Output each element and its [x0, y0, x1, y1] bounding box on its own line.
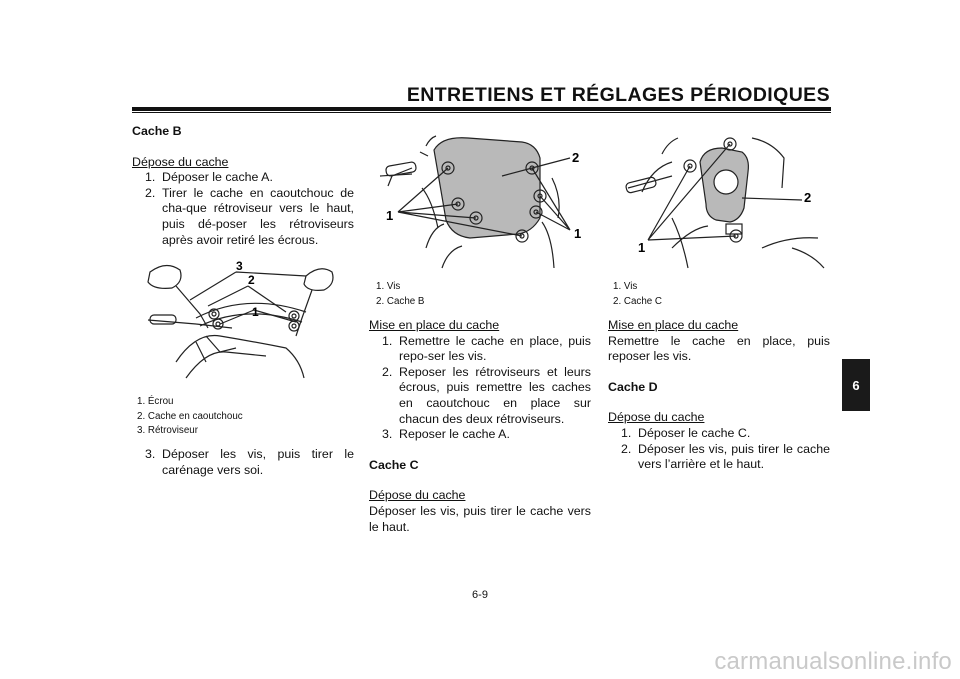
caption-line: 1. Écrou [137, 396, 174, 407]
section-heading-cache-d: Cache D [608, 379, 658, 394]
subheading-depose-du-cache: Dépose du cache [132, 154, 229, 169]
step-number: 1. [382, 333, 393, 348]
step-text: Reposer les rétroviseurs et leurs écrous, puis remettre les caches en caoutchouc en place sur chacun des deux rétroviseurs. [399, 364, 591, 426]
step-text: Déposer les vis, puis tirer le cache vers l’arrière et le haut. [638, 441, 830, 472]
header-rule-thin [132, 112, 831, 113]
figure-mirrors-illustration [136, 252, 352, 380]
step-text: Déposer le cache A. [162, 170, 273, 185]
step-number: 3. [382, 427, 393, 442]
step-number: 1. [145, 170, 156, 185]
step-text: Déposer le cache C. [638, 425, 751, 440]
figure-cache-b-illustration [372, 128, 594, 270]
column-3 [608, 318, 830, 473]
step-item [369, 427, 591, 443]
caption-line: 3. Rétroviseur [137, 425, 198, 436]
figure-caption-3 [613, 280, 662, 309]
watermark-text: carmanualsonline.info [714, 648, 952, 675]
step-item [369, 334, 591, 365]
page-number: 6-9 [472, 589, 488, 601]
subheading-mise-en-place: Mise en place du cache [608, 318, 739, 332]
figure-label: 2 [804, 190, 812, 205]
figure-label: 1 [574, 226, 582, 241]
step-item [369, 365, 591, 427]
step-text: Reposer le cache A. [399, 427, 510, 442]
page-header-title: ENTRETIENS ET RÉGLAGES PÉRIODIQUES [406, 84, 830, 106]
figure-label: 2 [572, 150, 580, 165]
figure-cache-c-illustration [612, 128, 834, 270]
figure-label: 1 [252, 305, 259, 319]
figure-label: 2 [248, 273, 255, 287]
figure-label: 3 [236, 259, 243, 273]
figure-caption-1 [137, 395, 243, 439]
step-item [132, 447, 354, 478]
caption-line: 2. Cache C [613, 295, 663, 307]
step-number: 2. [145, 185, 156, 200]
step-number: 2. [621, 441, 632, 456]
step-text: Déposer les vis, puis tirer le carénage vers soi. [162, 447, 354, 477]
step-number: 3. [145, 447, 156, 461]
chapter-tab: 6 [842, 359, 870, 411]
step-text: Tirer le cache en caoutchouc de cha-que rétroviseur vers le haut, puis dé-poser les rétroviseurs après avoir retiré les écrous. [162, 185, 354, 247]
figure-label: 1 [638, 240, 646, 255]
header-rule [132, 107, 831, 111]
step-item [608, 442, 830, 473]
section-heading-cache-b: Cache B [132, 124, 182, 138]
caption-line: 1. Vis [613, 281, 638, 292]
step-number: 2. [382, 364, 393, 379]
subheading-depose-du-cache: Dépose du cache [608, 410, 705, 425]
column-1-lower [132, 447, 354, 478]
column-1 [132, 124, 354, 248]
figure-label: 1 [386, 208, 394, 223]
step-number: 1. [621, 425, 632, 440]
caption-line: 1. Vis [376, 281, 401, 292]
figure-caption-2 [376, 280, 424, 309]
subheading-mise-en-place: Mise en place du cache [369, 318, 500, 332]
step-text: Remettre le cache en place, puis repo-ser les vis. [399, 333, 591, 364]
section-heading-cache-c: Cache C [369, 457, 419, 472]
step-item [132, 186, 354, 248]
step-item [608, 426, 830, 442]
caption-line: 2. Cache en caoutchouc [137, 410, 243, 422]
paragraph-text: Déposer les vis, puis tirer le cache vers le haut. [369, 503, 591, 534]
subheading-depose-du-cache: Dépose du cache [369, 488, 466, 503]
column-2 [369, 318, 591, 535]
paragraph-text: Remettre le cache en place, puis reposer les vis. [608, 333, 830, 364]
caption-line: 2. Cache B [376, 295, 425, 307]
step-item [132, 170, 354, 186]
